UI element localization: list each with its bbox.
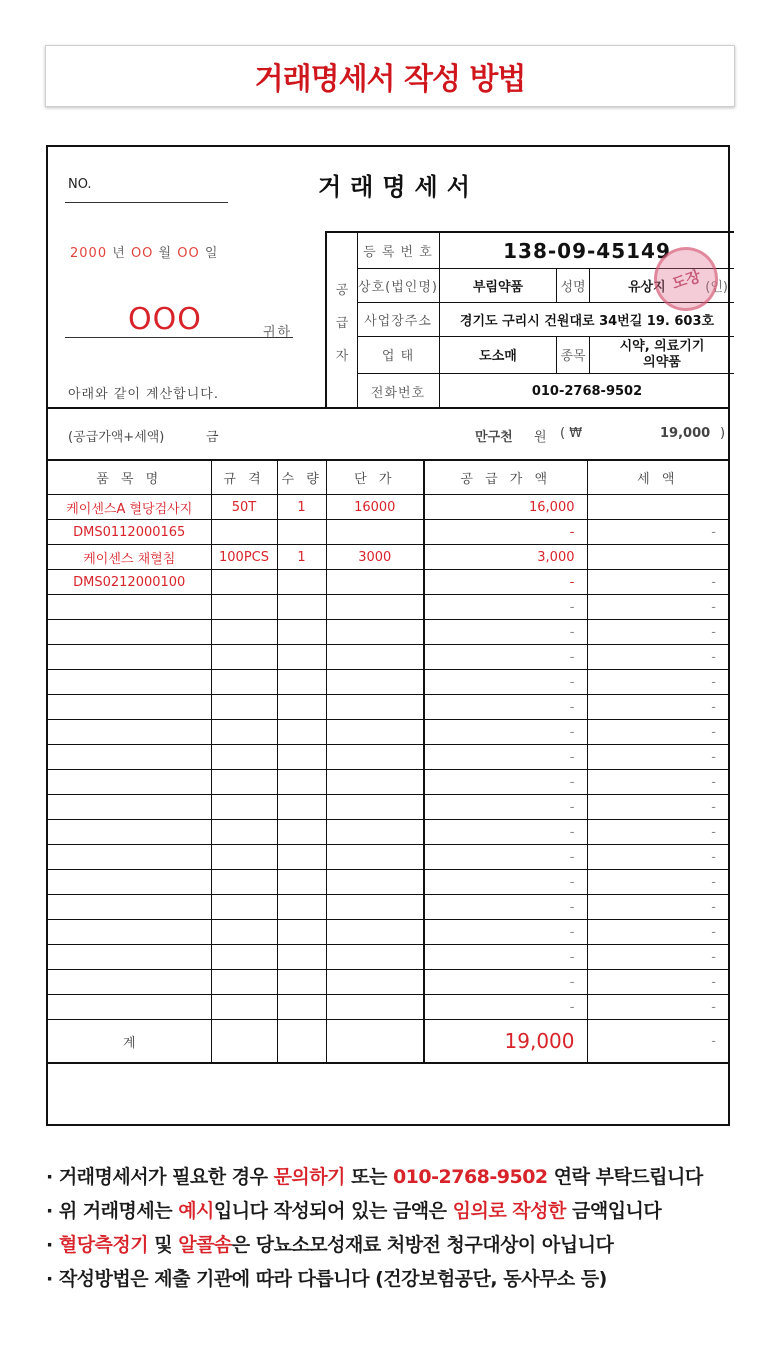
amount-won: 원 <box>534 430 547 445</box>
phone-value: 010-2768-9502 <box>531 383 643 399</box>
empty-spec <box>211 620 277 645</box>
empty-spec <box>211 720 277 745</box>
amount-geum: 금 <box>206 430 219 445</box>
note-text: · 작성방법은 제출 기관에 따라 다릅니다 (건강보험공단, 동사무소 등) <box>46 1268 607 1290</box>
amount-paren-open: ( ₩ <box>560 426 583 441</box>
note-line <box>46 1264 746 1291</box>
empty-supply: - <box>424 745 587 770</box>
empty-qty <box>277 870 326 895</box>
empty-supply: - <box>424 945 587 970</box>
empty-supply: - <box>424 670 587 695</box>
address-value: 경기도 구리시 건원대로 34번길 19. 603호 <box>459 313 715 329</box>
table-row-empty <box>48 670 728 695</box>
empty-tax: - <box>587 945 728 970</box>
item-name: 케이센스 채혈침 <box>48 545 211 570</box>
item-unit-price: 16000 <box>326 495 424 520</box>
item-spec: 50T <box>211 495 277 520</box>
empty-name <box>48 895 211 920</box>
note-text: 금액입니다 <box>565 1200 662 1222</box>
note-highlight: 임의로 작성한 <box>452 1200 566 1222</box>
empty-supply: - <box>424 620 587 645</box>
table-row-empty <box>48 895 728 920</box>
total-amount-row <box>48 407 728 461</box>
note-text: 은 당뇨소모성재료 처방전 청구대상이 아닙니다 <box>231 1234 614 1256</box>
note-line <box>46 1230 746 1257</box>
empty-supply: - <box>424 645 587 670</box>
supplier-row-business <box>357 336 734 374</box>
supplier-side-label <box>327 233 358 409</box>
empty-spec <box>211 795 277 820</box>
banner-title: 거래명세서 작성 방법 <box>254 62 526 97</box>
table-row-empty <box>48 870 728 895</box>
category-value <box>590 336 734 373</box>
empty-spec <box>211 645 277 670</box>
empty-unit-price <box>326 970 424 995</box>
invoice-no-line <box>65 202 228 203</box>
supplier-row-phone <box>357 373 734 409</box>
supplier-side-char: 급 <box>335 315 349 331</box>
category-label: 종목 <box>556 336 590 373</box>
date-month: OO <box>130 246 154 261</box>
empty-tax: - <box>587 720 728 745</box>
table-row-empty <box>48 995 728 1020</box>
stamp-text: 도장 <box>669 266 703 293</box>
empty-spec <box>211 995 277 1020</box>
item-qty: 1 <box>277 495 326 520</box>
empty-spec <box>211 870 277 895</box>
name-label: 성명 <box>556 268 590 302</box>
item-tax: - <box>587 520 728 545</box>
item-spec <box>211 520 277 545</box>
note-text: 입니다 작성되어 있는 금액은 <box>213 1200 453 1222</box>
empty-spec <box>211 595 277 620</box>
empty-qty <box>277 745 326 770</box>
note-highlight: 문의하기 <box>273 1166 345 1188</box>
empty-supply: - <box>424 895 587 920</box>
amount-value: 19,000 <box>660 426 711 441</box>
header-item-name: 품 목 명 <box>48 461 211 495</box>
header-qty: 수 량 <box>277 461 326 495</box>
empty-name <box>48 620 211 645</box>
table-row <box>48 520 728 545</box>
note-text: · <box>46 1234 59 1256</box>
empty-tax: - <box>587 595 728 620</box>
date-year-unit: 년 <box>112 246 126 261</box>
date-month-unit: 월 <box>158 246 173 261</box>
amount-korean: 만구천 <box>475 430 513 445</box>
empty-tax: - <box>587 870 728 895</box>
item-supply: - <box>424 520 587 545</box>
empty-spec <box>211 820 277 845</box>
name-value: 유상지 <box>628 279 666 295</box>
empty-name <box>48 995 211 1020</box>
supplier-side-char: 공 <box>335 282 349 298</box>
empty-qty <box>277 945 326 970</box>
empty-spec <box>211 920 277 945</box>
empty-name <box>48 645 211 670</box>
phone-label: 전화번호 <box>357 373 440 409</box>
empty-supply: - <box>424 770 587 795</box>
empty-tax: - <box>587 620 728 645</box>
empty-spec <box>211 770 277 795</box>
table-header-row <box>48 461 728 495</box>
recipient-line <box>65 337 293 338</box>
empty-qty <box>277 995 326 1020</box>
date-day-unit: 일 <box>204 246 219 261</box>
empty-tax: - <box>587 970 728 995</box>
table-row <box>48 545 728 570</box>
amount-paren-close: ) <box>720 426 726 441</box>
empty-tax: - <box>587 770 728 795</box>
empty-qty <box>277 970 326 995</box>
empty-unit-price <box>326 895 424 920</box>
note-text: 및 <box>148 1234 179 1256</box>
empty-tax: - <box>587 995 728 1020</box>
empty-qty <box>277 620 326 645</box>
calc-note: 아래와 같이 계산합니다. <box>68 387 219 402</box>
empty-spec <box>211 845 277 870</box>
empty-name <box>48 770 211 795</box>
empty-tax: - <box>587 645 728 670</box>
business-type-value: 도소매 <box>479 349 517 364</box>
date-day: OO <box>177 246 200 261</box>
empty-qty <box>277 695 326 720</box>
empty-name <box>48 845 211 870</box>
note-highlight: 예시 <box>178 1200 214 1222</box>
empty-qty <box>277 645 326 670</box>
note-highlight: 010-2768-9502 <box>392 1166 548 1188</box>
invoice-date <box>70 242 218 261</box>
invoice-no-label: NO. <box>68 177 92 192</box>
table-row-empty <box>48 820 728 845</box>
empty-unit-price <box>326 820 424 845</box>
note-text: · 거래명세서가 필요한 경우 <box>46 1166 274 1188</box>
empty-unit-price <box>326 945 424 970</box>
empty-unit-price <box>326 920 424 945</box>
empty-supply: - <box>424 920 587 945</box>
empty-supply: - <box>424 995 587 1020</box>
item-name: DMS0212000100 <box>48 570 211 595</box>
total-label: 계 <box>48 1020 211 1064</box>
empty-unit-price <box>326 720 424 745</box>
empty-name <box>48 670 211 695</box>
empty-qty <box>277 820 326 845</box>
empty-tax: - <box>587 795 728 820</box>
empty-unit-price <box>326 795 424 820</box>
item-tax <box>587 495 728 520</box>
header-tax: 세 액 <box>587 461 728 495</box>
empty-name <box>48 745 211 770</box>
date-year: 2000 <box>70 246 108 261</box>
item-tax: - <box>587 570 728 595</box>
empty-tax: - <box>587 820 728 845</box>
header-supply-amount: 공 급 가 액 <box>424 461 587 495</box>
empty-tax: - <box>587 670 728 695</box>
empty-unit-price <box>326 620 424 645</box>
empty-supply: - <box>424 695 587 720</box>
empty-unit-price <box>326 745 424 770</box>
total-tax: - <box>587 1020 728 1064</box>
empty-unit-price <box>326 645 424 670</box>
note-line <box>46 1196 746 1223</box>
empty-supply: - <box>424 795 587 820</box>
address-label: 사업장주소 <box>357 302 440 336</box>
business-type-label: 업 태 <box>357 336 440 373</box>
empty-tax: - <box>587 845 728 870</box>
empty-qty <box>277 920 326 945</box>
table-row-empty <box>48 645 728 670</box>
item-supply: - <box>424 570 587 595</box>
note-highlight: 혈당측정기 <box>58 1234 149 1256</box>
empty-qty <box>277 595 326 620</box>
total-unit-price <box>326 1020 424 1064</box>
total-qty <box>277 1020 326 1064</box>
table-row-empty <box>48 920 728 945</box>
empty-name <box>48 720 211 745</box>
table-total-row <box>48 1020 728 1064</box>
empty-spec <box>211 945 277 970</box>
note-text: 연락 부탁드립니다 <box>547 1166 703 1188</box>
table-row-empty <box>48 945 728 970</box>
item-qty <box>277 570 326 595</box>
empty-qty <box>277 895 326 920</box>
empty-spec <box>211 745 277 770</box>
page-banner <box>45 45 735 107</box>
item-spec: 100PCS <box>211 545 277 570</box>
category-line-2: 의약품 <box>643 354 681 370</box>
empty-spec <box>211 970 277 995</box>
amount-label: (공급가액+세액) <box>68 430 165 445</box>
empty-name <box>48 920 211 945</box>
item-unit-price <box>326 520 424 545</box>
table-row-empty <box>48 970 728 995</box>
empty-supply: - <box>424 820 587 845</box>
table-row-empty <box>48 795 728 820</box>
seal-label: (인) <box>705 279 728 295</box>
table-row-empty <box>48 695 728 720</box>
note-line <box>46 1162 746 1189</box>
empty-tax: - <box>587 920 728 945</box>
empty-tax: - <box>587 895 728 920</box>
table-row-empty <box>48 845 728 870</box>
supplier-box <box>325 231 734 409</box>
empty-supply: - <box>424 595 587 620</box>
category-line-1: 시약, 의료기기 <box>619 338 705 354</box>
invoice-form <box>46 145 730 1126</box>
empty-unit-price <box>326 695 424 720</box>
item-spec <box>211 570 277 595</box>
empty-name <box>48 795 211 820</box>
empty-supply: - <box>424 845 587 870</box>
empty-tax: - <box>587 695 728 720</box>
empty-name <box>48 695 211 720</box>
invoice-title: 거래명세서 <box>318 173 479 201</box>
company-label: 상호(법인명) <box>357 268 440 302</box>
item-name: 케이센스A 혈당검사지 <box>48 495 211 520</box>
empty-name <box>48 970 211 995</box>
empty-spec <box>211 895 277 920</box>
reg-no-value: 138-09-45149 <box>503 238 671 263</box>
empty-qty <box>277 795 326 820</box>
table-row-empty <box>48 770 728 795</box>
empty-unit-price <box>326 670 424 695</box>
total-supply: 19,000 <box>424 1020 587 1064</box>
empty-spec <box>211 695 277 720</box>
empty-qty <box>277 720 326 745</box>
reg-no-label: 등 록 번 호 <box>357 233 440 268</box>
item-qty <box>277 520 326 545</box>
table-row-empty <box>48 745 728 770</box>
empty-unit-price <box>326 770 424 795</box>
table-row <box>48 570 728 595</box>
empty-name <box>48 595 211 620</box>
item-name: DMS0112000165 <box>48 520 211 545</box>
item-unit-price <box>326 570 424 595</box>
note-highlight: 알콜솜 <box>178 1234 232 1256</box>
item-supply: 3,000 <box>424 545 587 570</box>
empty-tax: - <box>587 745 728 770</box>
empty-supply: - <box>424 870 587 895</box>
recipient-name: OOO <box>128 302 202 337</box>
note-text: 또는 <box>345 1166 393 1188</box>
empty-supply: - <box>424 970 587 995</box>
item-unit-price: 3000 <box>326 545 424 570</box>
item-tax <box>587 545 728 570</box>
empty-name <box>48 870 211 895</box>
total-spec <box>211 1020 277 1064</box>
empty-unit-price <box>326 870 424 895</box>
table-row <box>48 495 728 520</box>
empty-qty <box>277 770 326 795</box>
empty-unit-price <box>326 845 424 870</box>
recipient-suffix: 귀하 <box>263 325 293 340</box>
table-row-empty <box>48 620 728 645</box>
items-table <box>48 461 728 1064</box>
table-row-empty <box>48 595 728 620</box>
empty-unit-price <box>326 595 424 620</box>
company-value: 부림약품 <box>472 279 524 295</box>
supplier-side-char: 자 <box>335 348 349 364</box>
table-row-empty <box>48 720 728 745</box>
notes-list <box>46 1162 746 1298</box>
header-unit-price: 단 가 <box>326 461 424 495</box>
empty-qty <box>277 670 326 695</box>
empty-spec <box>211 670 277 695</box>
empty-unit-price <box>326 995 424 1020</box>
item-qty: 1 <box>277 545 326 570</box>
empty-name <box>48 945 211 970</box>
item-supply: 16,000 <box>424 495 587 520</box>
header-spec: 규 격 <box>211 461 277 495</box>
empty-supply: - <box>424 720 587 745</box>
empty-qty <box>277 845 326 870</box>
empty-name <box>48 820 211 845</box>
note-text: · 위 거래명세는 <box>46 1200 179 1222</box>
